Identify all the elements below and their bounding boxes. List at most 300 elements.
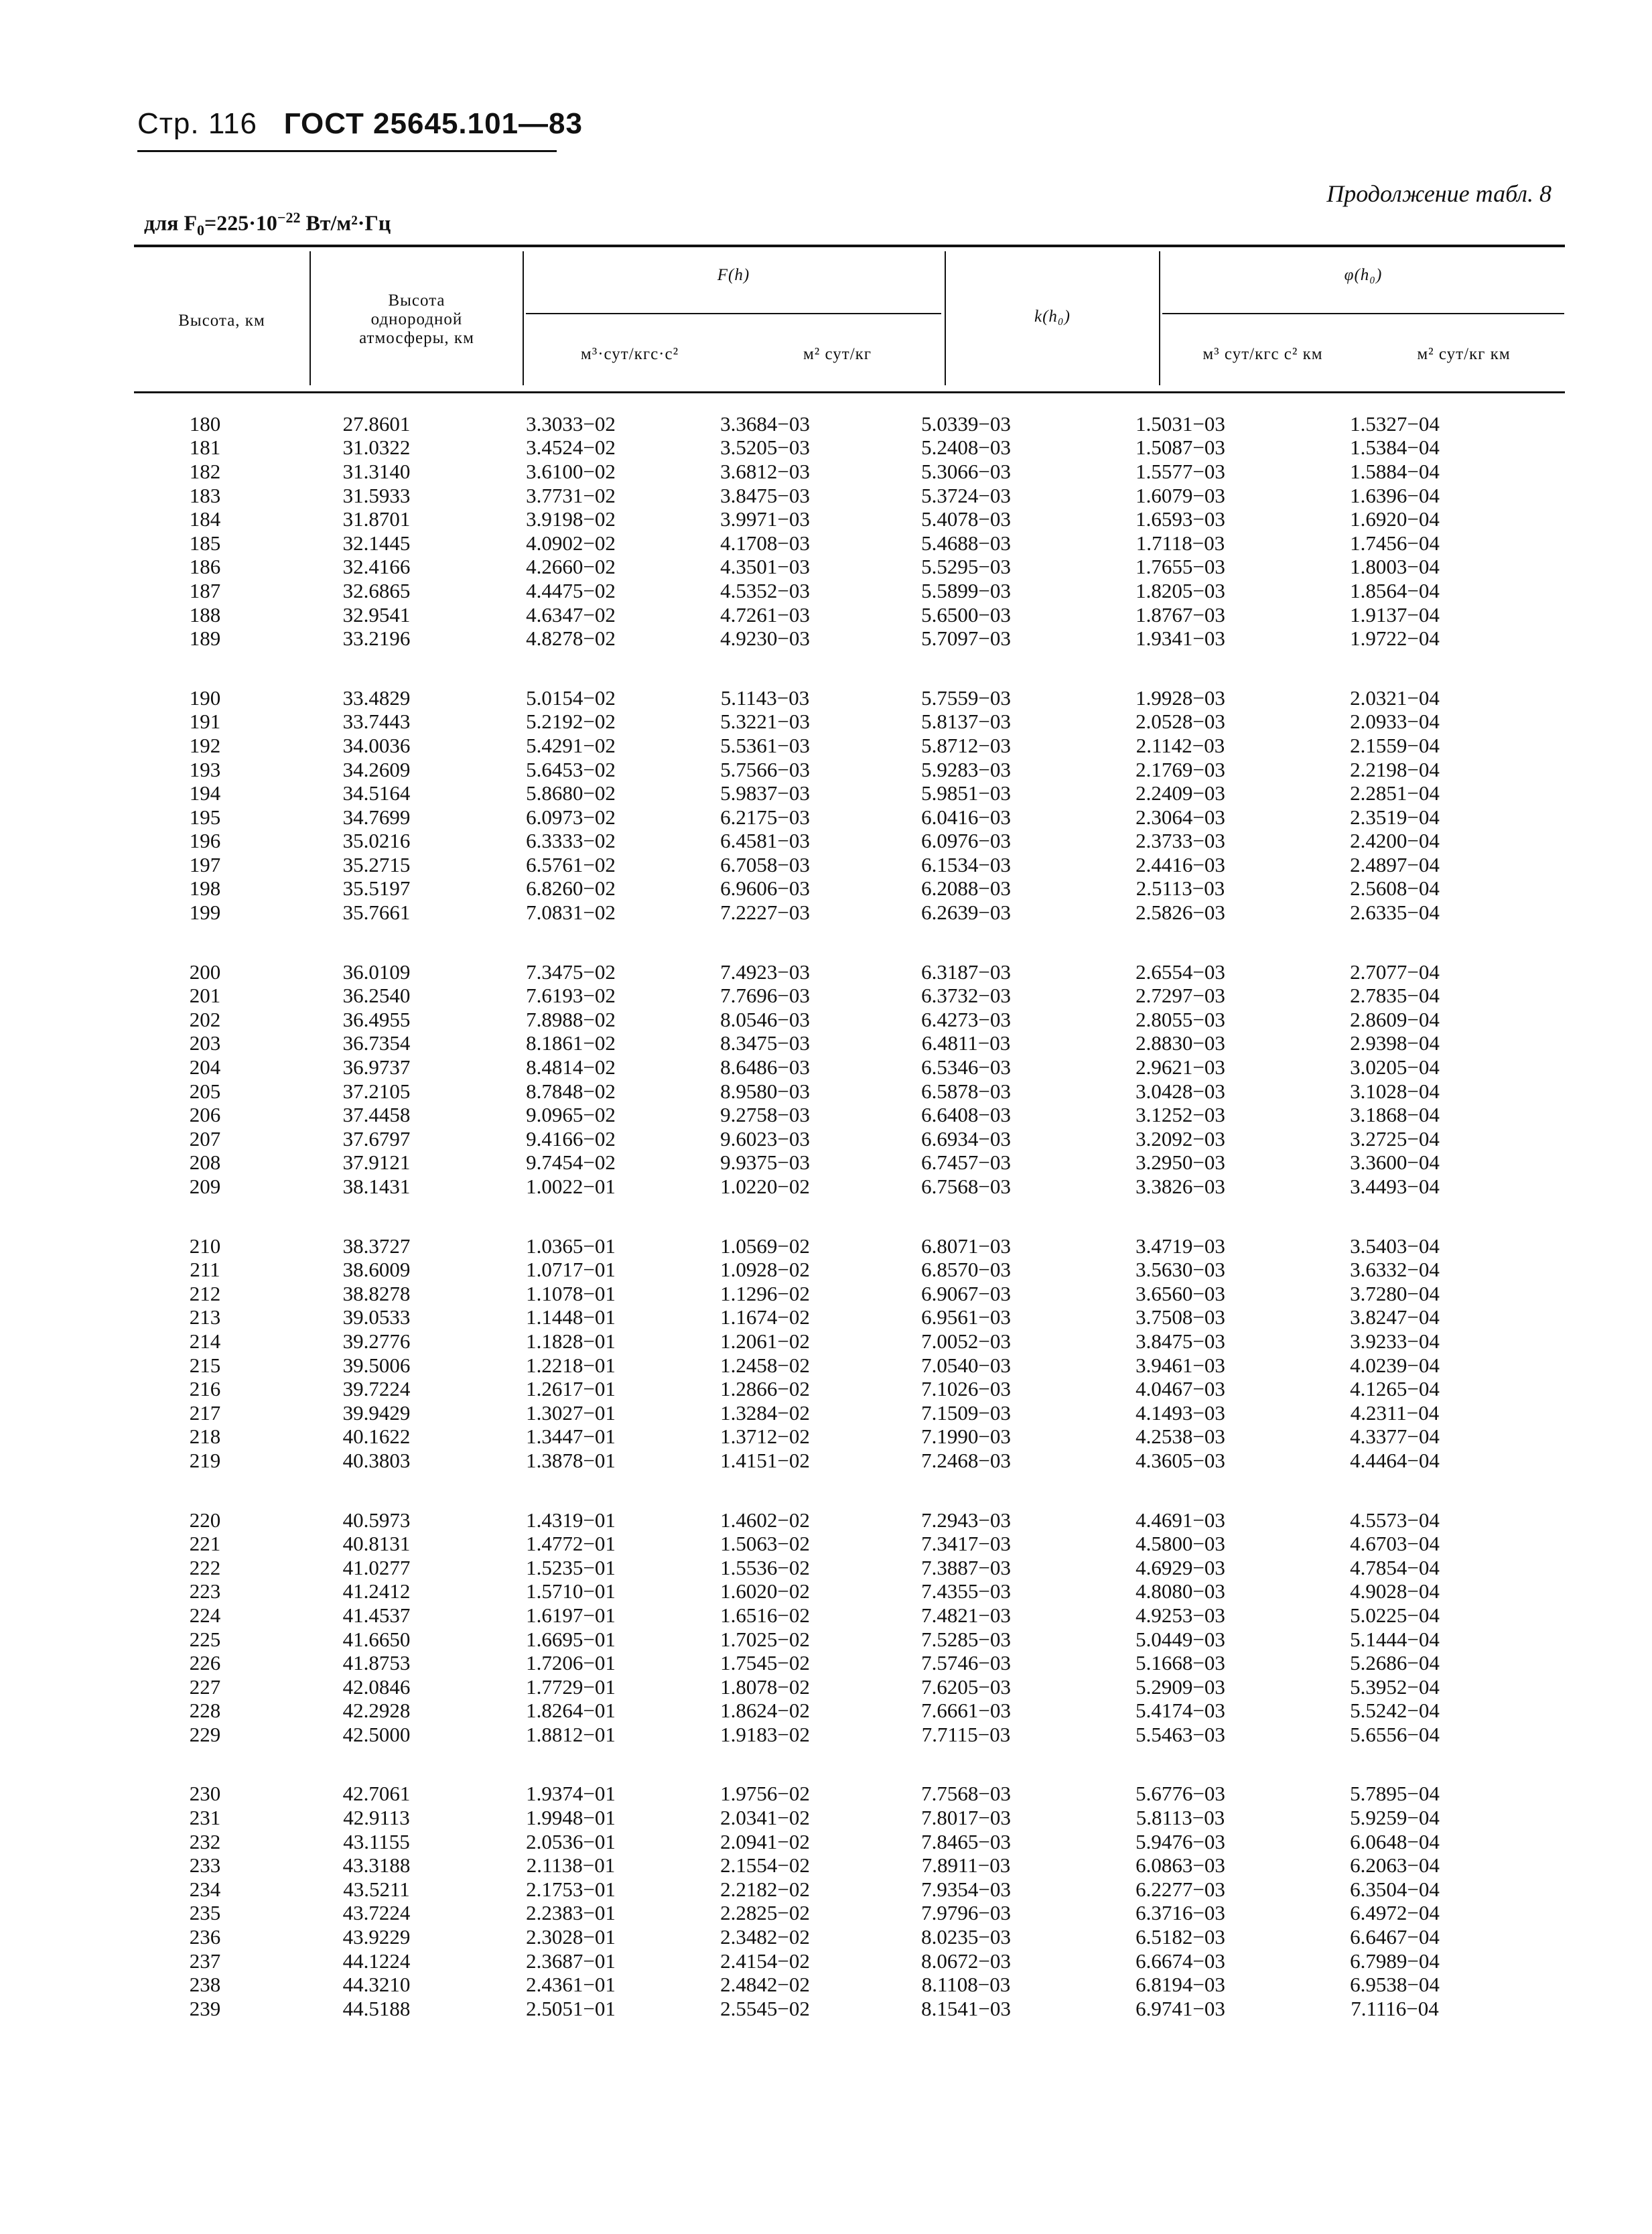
cell-homog-height: 41.4537	[342, 1603, 411, 1627]
table-row	[134, 1997, 1565, 2021]
cell-F2: 1.9183−02	[720, 1722, 810, 1746]
cell-phi2: 3.7280−04	[1350, 1281, 1440, 1305]
col-k-header: k(h₀)	[1034, 308, 1071, 326]
cell-k: 7.0052−03	[921, 1329, 1011, 1353]
cell-phi1: 3.9461−03	[1135, 1353, 1225, 1377]
cell-phi1: 6.5182−03	[1135, 1925, 1225, 1949]
cell-F1: 2.0536−01	[526, 1829, 616, 1853]
table-row	[134, 1532, 1565, 1556]
cell-height: 188	[189, 602, 221, 627]
cell-homog-height: 41.6650	[342, 1627, 411, 1651]
cell-F2: 6.7058−03	[720, 852, 810, 876]
cell-F2: 1.7025−02	[720, 1627, 810, 1651]
cell-phi1: 4.0467−03	[1135, 1377, 1225, 1401]
col-phi1-header: м³ сут/кгс с² км	[1202, 345, 1323, 363]
cell-F2: 9.2758−03	[720, 1103, 810, 1127]
cell-homog-height: 34.2609	[342, 757, 411, 781]
cell-height: 203	[189, 1031, 221, 1055]
cell-homog-height: 36.2540	[342, 984, 411, 1008]
cell-phi1: 3.0428−03	[1135, 1079, 1225, 1103]
cell-phi2: 1.5327−04	[1350, 411, 1440, 436]
cell-F1: 3.3033−02	[526, 411, 616, 436]
cell-F2: 1.2458−02	[720, 1353, 810, 1377]
cell-phi2: 2.7835−04	[1350, 984, 1440, 1008]
cell-homog-height: 40.8131	[342, 1532, 411, 1556]
cell-phi2: 2.0933−04	[1350, 710, 1440, 734]
cell-phi2: 1.6396−04	[1350, 483, 1440, 507]
cell-F1: 4.6347−02	[526, 602, 616, 627]
cell-k: 8.1108−03	[921, 1973, 1011, 1997]
cell-height: 210	[189, 1234, 221, 1258]
table-row	[134, 960, 1565, 984]
cell-F1: 7.3475−02	[526, 960, 616, 984]
cell-phi1: 3.5630−03	[1135, 1258, 1225, 1282]
cell-F2: 1.5536−02	[720, 1555, 810, 1579]
table-row	[134, 1628, 1565, 1652]
cell-F2: 7.2227−03	[720, 901, 810, 925]
cell-F1: 8.4814−02	[526, 1055, 616, 1079]
cell-height: 233	[189, 1853, 221, 1878]
cell-homog-height: 41.2412	[342, 1579, 411, 1603]
cell-homog-height: 36.0109	[342, 960, 411, 984]
table-row	[134, 579, 1565, 603]
cell-height: 187	[189, 578, 221, 602]
cell-phi2: 3.2725−04	[1350, 1126, 1440, 1151]
table-row	[134, 1723, 1565, 1747]
cell-k: 7.7568−03	[921, 1782, 1011, 1806]
table-row	[134, 1103, 1565, 1127]
table-row	[134, 436, 1565, 460]
cell-height: 189	[189, 627, 221, 651]
cell-homog-height: 31.0322	[342, 436, 411, 460]
table-row	[134, 1258, 1565, 1282]
cell-phi1: 1.5031−03	[1135, 411, 1225, 436]
cell-F1: 1.1078−01	[526, 1281, 616, 1305]
cell-k: 6.0976−03	[921, 829, 1011, 853]
cell-homog-height: 31.8701	[342, 507, 411, 531]
cell-phi2: 1.7456−04	[1350, 531, 1440, 555]
table-row	[134, 1175, 1565, 1199]
cell-k: 6.7568−03	[921, 1175, 1011, 1199]
cell-height: 216	[189, 1377, 221, 1401]
col-homog-header: Высота однородной атмосферы, км	[359, 291, 474, 347]
cell-phi2: 4.7854−04	[1350, 1555, 1440, 1579]
table-row	[134, 1329, 1565, 1354]
group-phi-header: φ(h₀)	[1344, 266, 1383, 284]
cell-F1: 2.5051−01	[526, 1996, 616, 2020]
cell-k: 8.0672−03	[921, 1949, 1011, 1973]
cell-k: 7.4821−03	[921, 1603, 1011, 1627]
cell-F1: 2.4361−01	[526, 1973, 616, 1997]
table-row	[134, 507, 1565, 531]
table-row	[134, 901, 1565, 925]
cell-homog-height: 39.9429	[342, 1400, 411, 1425]
cell-phi1: 6.3716−03	[1135, 1901, 1225, 1925]
cell-F2: 2.4842−02	[720, 1973, 810, 1997]
cell-phi1: 2.8830−03	[1135, 1031, 1225, 1055]
cell-phi1: 6.0863−03	[1135, 1853, 1225, 1878]
cell-phi2: 2.8609−04	[1350, 1007, 1440, 1031]
cell-phi1: 5.0449−03	[1135, 1627, 1225, 1651]
table-row	[134, 710, 1565, 734]
cell-F2: 1.6516−02	[720, 1603, 810, 1627]
table-row	[134, 1032, 1565, 1056]
cell-k: 6.6408−03	[921, 1103, 1011, 1127]
cell-homog-height: 42.5000	[342, 1722, 411, 1746]
cell-phi1: 1.9341−03	[1135, 627, 1225, 651]
table-row	[134, 531, 1565, 555]
group-F-header: F(h)	[717, 266, 750, 284]
cell-k: 6.4273−03	[921, 1007, 1011, 1031]
cell-F1: 7.6193−02	[526, 984, 616, 1008]
cell-F1: 2.1138−01	[526, 1853, 616, 1878]
cell-homog-height: 38.3727	[342, 1234, 411, 1258]
cell-k: 7.3417−03	[921, 1532, 1011, 1556]
cell-phi1: 4.6929−03	[1135, 1555, 1225, 1579]
cell-homog-height: 34.7699	[342, 805, 411, 829]
cell-phi1: 3.2092−03	[1135, 1126, 1225, 1151]
cell-k: 7.8465−03	[921, 1829, 1011, 1853]
cell-homog-height: 44.3210	[342, 1973, 411, 1997]
cell-phi1: 2.3733−03	[1135, 829, 1225, 853]
cell-phi1: 2.3064−03	[1135, 805, 1225, 829]
cell-height: 239	[189, 1996, 221, 2020]
cell-homog-height: 40.1622	[342, 1425, 411, 1449]
cell-F1: 1.1828−01	[526, 1329, 616, 1353]
cell-homog-height: 43.1155	[343, 1829, 410, 1853]
standard-number: ГОСТ 25645.101—83	[283, 107, 583, 140]
cell-height: 212	[189, 1281, 221, 1305]
cell-phi1: 2.5113−03	[1135, 876, 1225, 901]
cell-height: 222	[189, 1555, 221, 1579]
cell-F2: 1.0569−02	[720, 1234, 810, 1258]
cell-homog-height: 42.2928	[342, 1699, 411, 1723]
cell-height: 214	[189, 1329, 221, 1353]
cell-phi2: 2.4897−04	[1350, 852, 1440, 876]
cell-homog-height: 37.4458	[342, 1103, 411, 1127]
cell-phi1: 6.2277−03	[1135, 1877, 1225, 1901]
cell-phi2: 1.8003−04	[1350, 555, 1440, 579]
cell-k: 6.4811−03	[921, 1031, 1011, 1055]
cell-homog-height: 38.6009	[342, 1258, 411, 1282]
cell-phi1: 1.9928−03	[1135, 685, 1225, 710]
cell-height: 190	[189, 685, 221, 710]
table-row	[134, 1282, 1565, 1306]
cell-height: 195	[189, 805, 221, 829]
cell-phi2: 6.6467−04	[1350, 1925, 1440, 1949]
cell-k: 6.2088−03	[921, 876, 1011, 901]
table-row	[134, 1925, 1565, 1949]
cell-F2: 3.6812−03	[720, 459, 810, 483]
cell-F1: 2.3687−01	[526, 1949, 616, 1973]
cell-F2: 2.5545−02	[720, 1996, 810, 2020]
cell-homog-height: 43.5211	[343, 1877, 410, 1901]
table-row	[134, 1878, 1565, 1902]
cell-phi1: 1.7118−03	[1135, 531, 1225, 555]
cell-homog-height: 42.0846	[342, 1674, 411, 1699]
cell-height: 194	[189, 781, 221, 805]
row-group	[134, 686, 1565, 925]
cell-phi2: 6.7989−04	[1350, 1949, 1440, 1973]
table-row	[134, 830, 1565, 854]
cell-F1: 1.3447−01	[526, 1425, 616, 1449]
table-row	[134, 734, 1565, 758]
cell-phi1: 1.5087−03	[1135, 436, 1225, 460]
cell-F1: 1.8264−01	[526, 1699, 616, 1723]
cell-F2: 5.3221−03	[720, 710, 810, 734]
cell-F1: 8.1861−02	[526, 1031, 616, 1055]
cell-k: 5.3724−03	[921, 483, 1011, 507]
header-rule-phi	[1162, 313, 1564, 314]
cell-height: 191	[189, 710, 221, 734]
cell-homog-height: 37.9121	[342, 1151, 411, 1175]
cell-phi1: 6.8194−03	[1135, 1973, 1225, 1997]
continuation-note: Продолжение табл. 8	[1326, 180, 1552, 207]
cell-k: 7.9354−03	[921, 1877, 1011, 1901]
row-group	[134, 1782, 1565, 2021]
cell-height: 206	[189, 1103, 221, 1127]
cell-F1: 2.2383−01	[526, 1901, 616, 1925]
row-group	[134, 412, 1565, 651]
cell-k: 7.2468−03	[921, 1448, 1011, 1472]
cell-F2: 2.2825−02	[720, 1901, 810, 1925]
cell-k: 8.1541−03	[921, 1996, 1011, 2020]
cell-homog-height: 35.2715	[342, 852, 411, 876]
cell-homog-height: 36.9737	[342, 1055, 411, 1079]
cell-height: 213	[189, 1305, 221, 1329]
cell-F1: 1.9948−01	[526, 1806, 616, 1830]
cell-homog-height: 39.2776	[342, 1329, 411, 1353]
cell-F1: 1.0717−01	[526, 1258, 616, 1282]
cell-phi2: 2.5608−04	[1350, 876, 1440, 901]
cell-F1: 6.3333−02	[526, 829, 616, 853]
cell-height: 228	[189, 1699, 221, 1723]
cell-F2: 1.4151−02	[720, 1448, 810, 1472]
cell-phi1: 2.7297−03	[1135, 984, 1225, 1008]
cell-homog-height: 31.5933	[342, 483, 411, 507]
cell-height: 185	[189, 531, 221, 555]
cell-homog-height: 27.8601	[342, 411, 411, 436]
cell-F1: 7.0831−02	[526, 901, 616, 925]
row-group	[134, 960, 1565, 1199]
cell-phi2: 3.8247−04	[1350, 1305, 1440, 1329]
cell-phi2: 4.4464−04	[1350, 1448, 1440, 1472]
cell-F1: 1.7206−01	[526, 1651, 616, 1675]
header-rule	[137, 150, 557, 152]
cell-phi2: 3.5403−04	[1350, 1234, 1440, 1258]
cell-homog-height: 34.5164	[342, 781, 411, 805]
cell-F1: 6.8260−02	[526, 876, 616, 901]
cell-k: 7.8017−03	[921, 1806, 1011, 1830]
table-row	[134, 1306, 1565, 1330]
cell-k: 5.8712−03	[921, 733, 1011, 757]
cell-height: 193	[189, 757, 221, 781]
cell-F1: 2.3028−01	[526, 1925, 616, 1949]
cell-height: 202	[189, 1007, 221, 1031]
cell-F1: 1.5235−01	[526, 1555, 616, 1579]
cell-F1: 1.0022−01	[526, 1175, 616, 1199]
cell-F2: 4.3501−03	[720, 555, 810, 579]
table-row	[134, 1354, 1565, 1378]
cell-phi2: 2.7077−04	[1350, 960, 1440, 984]
cell-F1: 4.2660−02	[526, 555, 616, 579]
table-row	[134, 686, 1565, 710]
cell-phi2: 3.4493−04	[1350, 1175, 1440, 1199]
cell-height: 211	[190, 1258, 220, 1282]
cell-height: 238	[189, 1973, 221, 1997]
cell-phi2: 3.3600−04	[1350, 1151, 1440, 1175]
cell-phi1: 2.6554−03	[1135, 960, 1225, 984]
cell-F2: 5.1143−03	[720, 685, 810, 710]
cell-phi1: 2.5826−03	[1135, 901, 1225, 925]
cell-height: 182	[189, 459, 221, 483]
cell-k: 7.4355−03	[921, 1579, 1011, 1603]
cell-k: 6.2639−03	[921, 901, 1011, 925]
table-row	[134, 1949, 1565, 1973]
table-top-rule	[134, 245, 1565, 247]
cell-homog-height: 32.6865	[342, 578, 411, 602]
cell-height: 192	[189, 733, 221, 757]
table-row	[134, 603, 1565, 627]
cell-k: 6.7457−03	[921, 1151, 1011, 1175]
cell-phi1: 4.3605−03	[1135, 1448, 1225, 1472]
table-row	[134, 1651, 1565, 1675]
cell-k: 6.9067−03	[921, 1281, 1011, 1305]
cell-F1: 4.4475−02	[526, 578, 616, 602]
cell-phi2: 3.9233−04	[1350, 1329, 1440, 1353]
cell-F2: 4.1708−03	[720, 531, 810, 555]
cell-phi1: 2.8055−03	[1135, 1007, 1225, 1031]
cell-height: 205	[189, 1079, 221, 1103]
table-condition: для $F_0=225\cdot 10^{-22}$ Вт/м²·Гц	[144, 209, 391, 239]
cell-F1: 1.1448−01	[526, 1305, 616, 1329]
cell-height: 234	[189, 1877, 221, 1901]
cell-phi1: 1.6593−03	[1135, 507, 1225, 531]
cell-k: 5.9283−03	[921, 757, 1011, 781]
cell-k: 6.8071−03	[921, 1234, 1011, 1258]
table-row	[134, 1603, 1565, 1628]
cell-phi1: 4.8080−03	[1135, 1579, 1225, 1603]
cell-homog-height: 31.3140	[342, 459, 411, 483]
cell-phi1: 2.0528−03	[1135, 710, 1225, 734]
table-row	[134, 1449, 1565, 1473]
col-phi2-header: м² сут/кг км	[1417, 345, 1511, 363]
cell-F1: 9.4166−02	[526, 1126, 616, 1151]
cell-k: 8.0235−03	[921, 1925, 1011, 1949]
cell-phi1: 4.1493−03	[1135, 1400, 1225, 1425]
table-row	[134, 1127, 1565, 1151]
cell-phi1: 1.6079−03	[1135, 483, 1225, 507]
cell-phi2: 4.9028−04	[1350, 1579, 1440, 1603]
cell-k: 5.7097−03	[921, 627, 1011, 651]
cell-homog-height: 38.8278	[342, 1281, 411, 1305]
cell-phi1: 5.2909−03	[1135, 1674, 1225, 1699]
cell-phi2: 6.3504−04	[1350, 1877, 1440, 1901]
cell-phi1: 3.1252−03	[1135, 1103, 1225, 1127]
cell-height: 224	[189, 1603, 221, 1627]
table-row	[134, 1234, 1565, 1258]
cell-F2: 6.9606−03	[720, 876, 810, 901]
table-row	[134, 758, 1565, 782]
cell-homog-height: 43.9229	[342, 1925, 411, 1949]
cell-height: 196	[189, 829, 221, 853]
cell-F2: 2.0941−02	[720, 1829, 810, 1853]
cell-height: 225	[189, 1627, 221, 1651]
cell-phi2: 3.6332−04	[1350, 1258, 1440, 1282]
cell-phi2: 1.9722−04	[1350, 627, 1440, 651]
table-row	[134, 1008, 1565, 1032]
cell-homog-height: 36.7354	[342, 1031, 411, 1055]
cell-F2: 1.5063−02	[720, 1532, 810, 1556]
cell-height: 217	[189, 1400, 221, 1425]
cell-k: 7.5746−03	[921, 1651, 1011, 1675]
cell-k: 5.5295−03	[921, 555, 1011, 579]
cell-phi2: 2.9398−04	[1350, 1031, 1440, 1055]
cell-F2: 1.2061−02	[720, 1329, 810, 1353]
table-row	[134, 1508, 1565, 1532]
cell-phi1: 3.7508−03	[1135, 1305, 1225, 1329]
cell-F2: 1.8078−02	[720, 1674, 810, 1699]
cell-homog-height: 43.7224	[342, 1901, 411, 1925]
cell-k: 6.9561−03	[921, 1305, 1011, 1329]
cell-height: 197	[189, 852, 221, 876]
cell-phi2: 5.1444−04	[1350, 1627, 1440, 1651]
cell-k: 7.1026−03	[921, 1377, 1011, 1401]
cell-phi2: 6.4972−04	[1350, 1901, 1440, 1925]
cell-height: 232	[189, 1829, 221, 1853]
table-row	[134, 1425, 1565, 1449]
cell-F1: 5.8680−02	[526, 781, 616, 805]
table-row	[134, 1973, 1565, 1997]
cell-k: 7.3887−03	[921, 1555, 1011, 1579]
cell-phi1: 1.7655−03	[1135, 555, 1225, 579]
cell-homog-height: 35.7661	[342, 901, 411, 925]
col-height-header: Высота, км	[178, 312, 265, 330]
cell-F1: 1.3878−01	[526, 1448, 616, 1472]
cell-homog-height: 36.4955	[342, 1007, 411, 1031]
col-F1-header: м³·сут/кгс·с²	[580, 345, 679, 363]
cell-F1: 4.8278−02	[526, 627, 616, 651]
cell-phi2: 6.9538−04	[1350, 1973, 1440, 1997]
cell-F2: 1.4602−02	[720, 1508, 810, 1532]
cell-F2: 1.0220−02	[720, 1175, 810, 1199]
cell-phi1: 2.1142−03	[1135, 733, 1225, 757]
cell-height: 223	[189, 1579, 221, 1603]
table-row	[134, 1853, 1565, 1878]
table-row	[134, 1079, 1565, 1104]
cell-F2: 1.9756−02	[720, 1782, 810, 1806]
cell-homog-height: 35.5197	[342, 876, 411, 901]
page-label: Стр. 116	[137, 107, 257, 140]
cell-F1: 1.2218−01	[526, 1353, 616, 1377]
cell-homog-height: 43.3188	[342, 1853, 411, 1878]
cell-k: 7.9796−03	[921, 1901, 1011, 1925]
cell-phi2: 2.1559−04	[1350, 733, 1440, 757]
cell-F2: 1.0928−02	[720, 1258, 810, 1282]
cell-phi1: 3.8475−03	[1135, 1329, 1225, 1353]
cell-F2: 1.2866−02	[720, 1377, 810, 1401]
cell-F2: 7.7696−03	[720, 984, 810, 1008]
cell-F1: 1.4772−01	[526, 1532, 616, 1556]
cell-height: 230	[189, 1782, 221, 1806]
cell-phi1: 4.4691−03	[1135, 1508, 1225, 1532]
cell-F1: 5.4291−02	[526, 733, 616, 757]
cell-height: 227	[189, 1674, 221, 1699]
cell-phi1: 3.2950−03	[1135, 1151, 1225, 1175]
cell-k: 6.0416−03	[921, 805, 1011, 829]
cell-homog-height: 44.5188	[342, 1996, 411, 2020]
cell-F1: 9.7454−02	[526, 1151, 616, 1175]
